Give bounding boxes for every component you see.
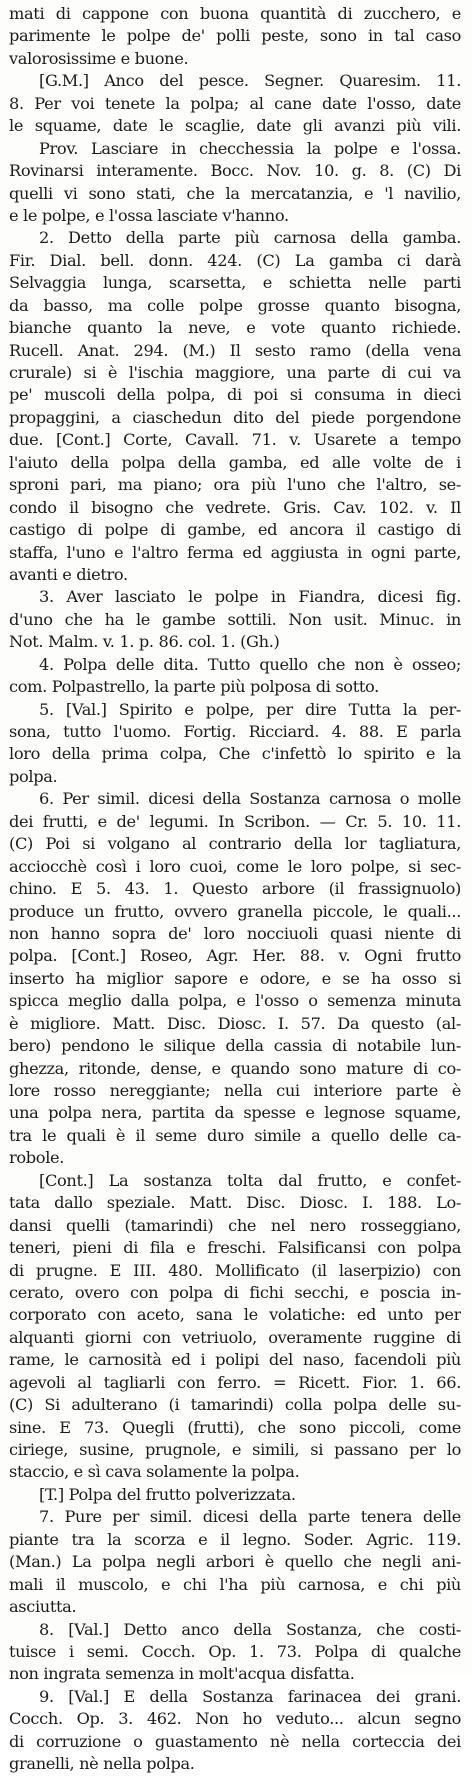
text-line: 3. Aver lasciato le polpe in Fiandra, dicesi fig. [39, 587, 461, 607]
text-line: di corruzione o guastamento nè nella corteccia dei [9, 1731, 461, 1751]
text-line: Prov. Lasciare in checchessia la polpe e l'ossa. [39, 138, 461, 158]
text-line: (C) Poi si volgano al contrario della lor tagliatura, [9, 834, 461, 854]
text-line: corporato con aceto, sana le volatiche: ed unto per [9, 1305, 461, 1325]
text-line: 9. [Val.] E della Sostanza farinacea dei grani. [39, 1686, 461, 1706]
text-line: Cocch. Op. 3. 462. Non ho veduto... alcun segno [9, 1709, 461, 1729]
text-line: sine. E 73. Quegli (frutti), che sono piccoli, come [9, 1417, 461, 1437]
text-line: rame, le carnosità ed i polipi del naso, facendoli più [9, 1350, 461, 1370]
text-line: 7. Pure per simil. dicesi della parte tenera delle [39, 1507, 461, 1527]
text-line: 8. [Val.] Detto anco della Sostanza, che costi- [39, 1619, 461, 1639]
text-line: 5. [Val.] Spirito e polpe, per dire Tutta la per- [39, 699, 461, 719]
text-line: alquanti giorni con vetriuolo, overamente ruggine di [9, 1327, 461, 1347]
text-line: avanti e dietro. [9, 564, 128, 584]
text-line: produce un frutto, ovvero granella piccole, le quali... [9, 901, 461, 921]
text-line: sproni pari, ma piano; ora più l'uno che l'altro, se- [9, 475, 461, 495]
text-line: lore rosso nereggiante; nella cui interiore parte è [9, 1081, 461, 1100]
text-line: Fir. Dial. bell. donn. 424. (C) La gamba ci darà [9, 250, 461, 270]
text-line: granelli, nè nella polpa. [9, 1754, 195, 1774]
text-line: 2. Detto della parte più carnosa della gamba. [39, 228, 461, 248]
text-line: ciriege, susine, prugnole, e simili, si passano per lo [9, 1440, 461, 1459]
text-line: bianche quanto la neve, e vote quanto richiede. [9, 318, 461, 338]
text-line: bero) pendono le silique della cassia di notabile lun- [9, 1036, 461, 1056]
text-line: 6. Per simil. dicesi della Sostanza carnosa o molle [39, 789, 461, 809]
text-line: Not. Malm. v. 1. p. 86. col. 1. (Gh.) [9, 632, 280, 652]
text-line: una polpa nera, partita da spesse e legnose squame, [9, 1103, 461, 1123]
text-line: condo il bisogno che vedrete. Gris. Cav. 102. v. Il [9, 497, 461, 517]
dictionary-column [9, 3, 461, 1776]
text-line: (Man.) La polpa negli arbori è quello che negli ani- [9, 1552, 461, 1572]
text-line: staffa, l'uno e l'altro ferma ed aggiusta in ogni parte, [9, 542, 461, 562]
text-line: d'uno che ha le gambe sottili. Non usit. Minuc. in [9, 609, 461, 629]
text-line: dansi quelli (tamarindi) che nel nero rosseggiano, [9, 1215, 461, 1235]
text-line: non hanno sopra de' loro nocciuoli quasi niente di [9, 923, 461, 943]
text-line: loro della prima colpa, Che c'infettò lo spirito e la [9, 744, 461, 764]
text-line: polpa. [Cont.] Roseo, Agr. Her. 88. v. Ogni frutto [9, 946, 461, 966]
text-line: tra le quali è il seme duro simile a quello delle ca- [9, 1125, 461, 1145]
text-line: valorosissime e buone. [9, 48, 189, 68]
text-line: è migliore. Matt. Disc. Diosc. I. 57. Da questo (al- [9, 1013, 461, 1033]
text-line: piante tra la scorza e il legno. Soder. Agric. 119. [9, 1529, 461, 1549]
text-line: chino. E 5. 43. 1. Questo arbore (il frassignuolo) [9, 879, 461, 899]
text-line: agevoli al tagliarli con ferro. = Ricett. Fior. 1. 66. [9, 1372, 461, 1392]
text-line: Rovinarsi interamente. Bocc. Nov. 10. g. 8. (C) Di [9, 161, 461, 181]
text-line: Rucell. Anat. 294. (M.) Il sesto ramo (della vena [9, 340, 461, 360]
text-line: propaggini, a ciaschedun dito del piede porgendone [9, 407, 461, 427]
text-line: (C) Si adulterano (i tamarindi) colla polpa delle su- [9, 1395, 461, 1415]
text-line: mali il muscolo, e chi l'ha più carnosa, e chi più [9, 1574, 461, 1594]
text-line: [G.M.] Anco del pesce. Segner. Quaresim. 11. [39, 71, 461, 91]
text-line: pe' muscoli della polpa, di poi si consuma in dieci [9, 385, 461, 405]
text-line: teneri, pieni di fila e freschi. Falsificansi con polpa [9, 1238, 461, 1258]
text-line: tata dallo speziale. Matt. Disc. Diosc. I. 188. Lo- [9, 1193, 461, 1213]
text-line: 4. Polpa delle dita. Tutto quello che non è osseo; [39, 654, 461, 674]
text-line: 8. Per voi tenete la polpa; al cane date l'osso, date [9, 93, 461, 113]
text-line: sona, tutto l'uomo. Fortig. Ricciard. 4. 88. E parla [9, 722, 461, 741]
text-line: acciocchè così i loro cuoi, come le loro polpe, si sec- [9, 856, 461, 876]
text-line: tuisce i semi. Cocch. Op. 1. 73. Polpa di qualche [9, 1641, 461, 1661]
text-line: com. Polpastrello, la parte più polposa di sotto. [9, 677, 379, 697]
text-line: inserto ha miglior sapore e odore, e se ha osso si [9, 968, 461, 988]
text-line: staccio, e sì cava solamente la polpa. [9, 1462, 300, 1482]
text-line: polpa. [9, 766, 58, 786]
text-line: cerato, overo con polpa di fichi secchi, e poscia in- [9, 1282, 461, 1302]
text-line: due. [Cont.] Corte, Cavall. 71. v. Usarete a tempo [9, 430, 461, 450]
text-line: [T.] Polpa del frutto polverizzata. [39, 1484, 296, 1504]
text-line: spicca meglio dalla polpa, e l'osso o semenza minuta [9, 991, 461, 1011]
text-line: Selvaggia lunga, scarsetta, e schietta nelle parti [9, 273, 461, 293]
text-line: quelli vi sono stati, che la mercatanzia, e 'l navilio, [9, 183, 461, 203]
text-line: da basso, ma colle polpe grosse quanto bisogna, [9, 295, 461, 315]
text-line: [Cont.] La sostanza tolta dal frutto, e confet- [39, 1170, 461, 1190]
text-line: l'aiuto della polpa della gamba, ed alle volte de i [9, 452, 461, 472]
text-line: di prugne. E III. 480. Mollificato (il laserpizio) con [9, 1260, 461, 1280]
text-line: castigo di polpe di gambe, ed ancora il castigo di [9, 520, 461, 540]
text-line: non ingrata semenza in molt'acqua disfatta. [9, 1664, 355, 1684]
text-line: asciutta. [9, 1597, 77, 1617]
text-line: robole. [9, 1148, 65, 1168]
text-line: e le polpe, e l'ossa lasciate v'hanno. [9, 205, 289, 225]
text-line: crurale) si è l'ischia maggiore, una parte di cui va [9, 363, 461, 382]
text-line: ghezza, ritonde, dense, e quando sono mature di co- [9, 1058, 461, 1078]
text-line: parimente le polpe de' polli peste, sono in tal caso [9, 26, 461, 46]
text-line: dei frutti, e de' legumi. In Scribon. — Cr. 5. 10. 11. [9, 811, 461, 831]
text-line: mati di cappone con buona quantità di zucchero, e [9, 4, 461, 23]
text-line: le squame, date le scaglie, date gli avanzi più vili. [9, 116, 461, 136]
